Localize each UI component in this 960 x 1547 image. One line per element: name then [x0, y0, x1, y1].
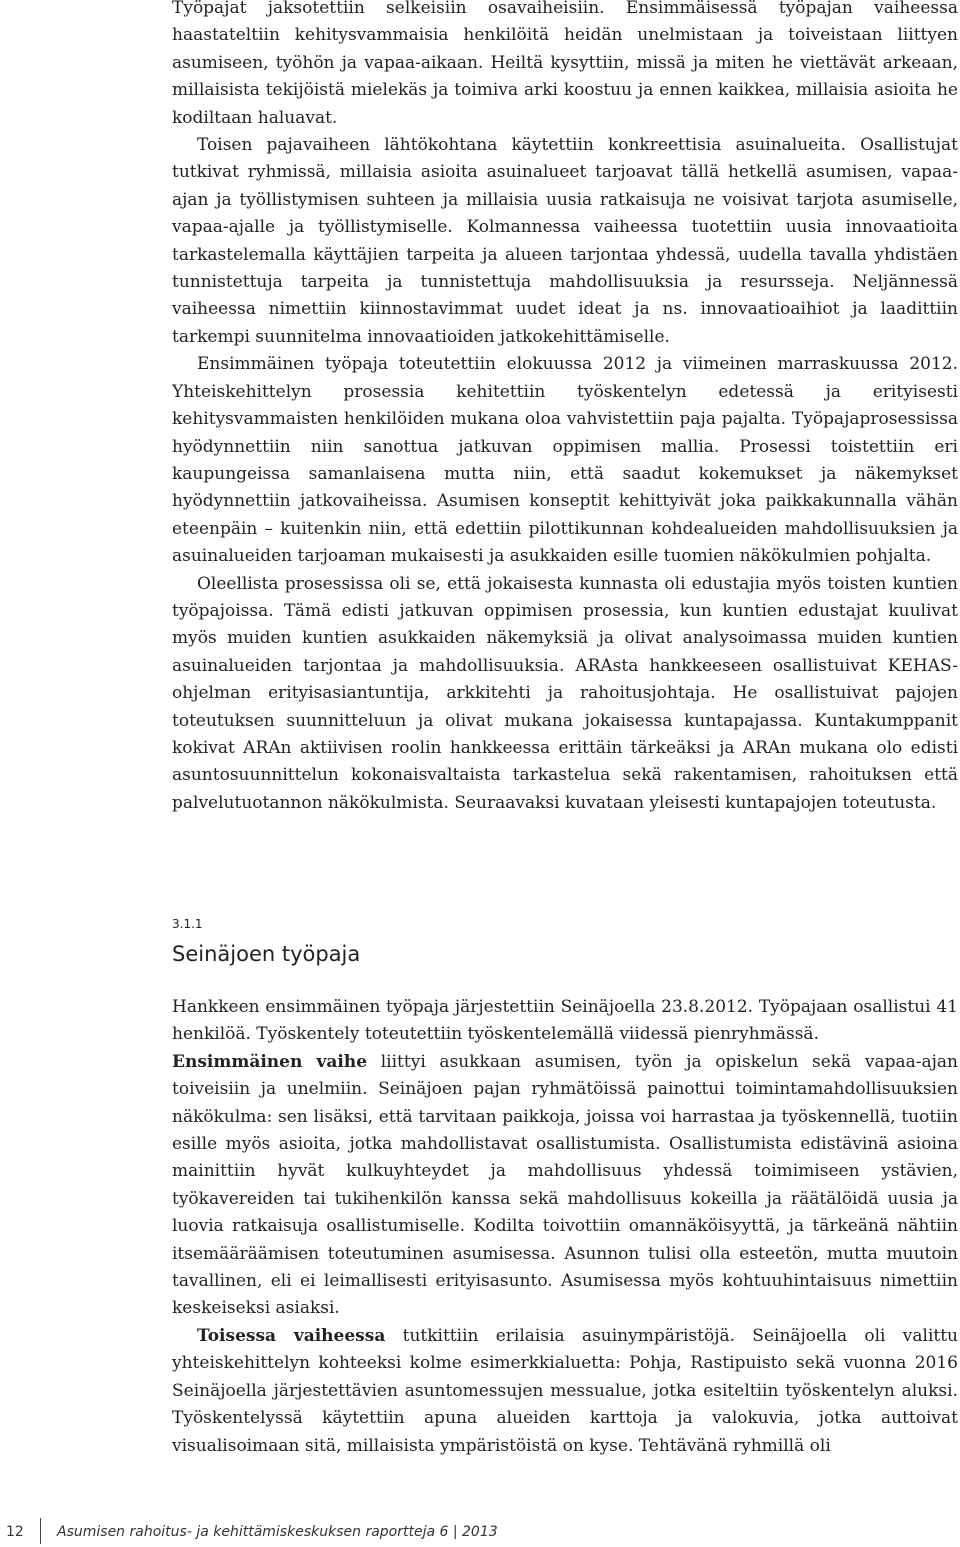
- publication-title: Asumisen rahoitus- ja kehittämiskeskuksen raportteja 6 | 2013: [57, 1524, 498, 1540]
- paragraph: Hankkeen ensimmäinen työpaja järjestettiin Seinäjoella 23.8.2012. Työpajaan osallistui 41 henkilöä. Työskentely toteutettiin työskentelemällä viidessä pienryhmässä.: [172, 997, 958, 1045]
- bold-phrase: Toisessa vaiheessa: [197, 1325, 386, 1346]
- footer-divider: [40, 1518, 41, 1544]
- paragraph-text: liittyi asukkaan asumisen, työn ja opiskelun sekä vapaa-ajan toiveisiin ja unelmiin. Seinäjoen pajan ryhmätöissä painottui toimintamahdollisuuksien näkökulma: sen lisäksi, että tarvitaan paikkoja, joissa voi harrastaa ja työskennellä, tuotiin esille myös asioita, jotka mahdollistavat osallistumista. Osallistumista edistävinä asioina mainittiin hyvät kulkuyhteydet ja mahdollisuus yhdessä toimimiseen ystävien, työkavereiden tai tukihenkilön kanssa sekä mahdollisuus kokeilla ja räätälöidä uusia ja luovia ratkaisuja osallistumiselle. Kodilta toivottiin omannäköisyyttä, ja tärkeänä nähtiin itsemääräämisen toteutuminen asumisessa. Asunnon tulisi olla esteetön, mutta muutoin tavallinen, eli ei leimallisesti erityisasunto. Asumisessa myös kohtuuhintaisuus nimettiin keskeiseksi asiaksi.: [172, 1051, 958, 1319]
- paragraph: [172, 1049, 958, 1323]
- page-number: 12: [6, 1524, 24, 1540]
- paragraph: [172, 1323, 958, 1460]
- page-footer: [0, 1524, 960, 1544]
- paragraph: Ensimmäinen työpaja toteutettiin elokuussa 2012 ja viimeinen marraskuussa 2012. Yhteiskehittelyn prosessia kehitettiin työskentelyn edetessä ja erityisesti kehitysvammaisten henkilöiden mukana oloa vahvistettiin paja pajalta. Työpajaprosessissa hyödynnettiin niin sanottua jatkuvan oppimisen mallia. Prosessi toistettiin eri kaupungeissa samanlaisena mutta niin, että saadut kokemukset ja näkemykset hyödynnettiin jatkovaiheissa. Asumisen konseptit kehittyivät joka paikkakunnalla vähän eteenpäin – kuitenkin niin, että edettiin pilottikunnan kohdealueiden mahdollisuuksien ja asuinalueiden tarjoaman mukaisesti ja asukkaiden esille tuomien näkökulmien pohjalta.: [172, 354, 958, 567]
- section-number: 3.1.1: [172, 917, 203, 931]
- paragraph-text: tutkittiin erilaisia asuinympäristöjä. Seinäjoella oli valittu yhteiskehittelyn kohteeksi kolme esimerkkialuetta: Pohja, Rastipuisto sekä vuonna 2016 Seinäjoella järjestettävien asuntomessujen messualue, jotka esiteltiin työskentelyn aluksi. Työskentelyssä käytettiin apuna alueiden karttoja ja valokuvia, jotka auttoivat visualisoimaan sitä, millaisista ympäristöistä on kyse. Tehtävänä ryhmillä oli: [172, 1325, 958, 1456]
- paragraph: Oleellista prosessissa oli se, että jokaisesta kunnasta oli edustajia myös toisten kuntien työpajoissa. Tämä edisti jatkuvan oppimisen prosessia, kun kuntien edustajat kuulivat myös muiden kuntien asukkaiden näkemyksiä ja olivat analysoimassa muiden kuntien asuinalueiden tarjontaa ja mahdollisuuksia. ARAsta hankkeeseen osallistuivat KEHAS-ohjelman erityisasiantuntija, arkkitehti ja rahoitusjohtaja. He osallistuivat pajojen toteutuksen suunnitteluun ja olivat mukana jokaisessa kuntapajassa. Kuntakumppanit kokivat ARAn aktiivisen roolin hankkeessa erittäin tärkeäksi ja ARAn mukana olo edisti asuntosuunnittelun kokonaisvaltaista tarkastelua sekä rakentamisen, rahoituksen että palvelutuotannon näkökulmista. Seuraavaksi kuvataan yleisesti kuntapajojen toteutusta.: [172, 573, 958, 813]
- body-text-section: [172, 994, 958, 1460]
- paragraph: Työpajat jaksotettiin selkeisiin osavaiheisiin. Ensimmäisessä työpajan vaiheessa haastateltiin kehitysvammaisia henkilöitä heidän unelmistaan ja toiveistaan liittyen asumiseen, työhön ja vapaa-aikaan. Heiltä kysyttiin, missä ja miten he viettävät arkeaan, millaisista tekijöistä mielekäs ja toimiva arki koostuu ja ennen kaikkea, millaisia asioita he kodiltaan haluavat.: [172, 0, 958, 128]
- bold-phrase: Ensimmäinen vaihe: [172, 1051, 368, 1072]
- section-title: Seinäjoen työpaja: [172, 942, 361, 966]
- body-text-top: [172, 0, 958, 817]
- paragraph: Toisen pajavaiheen lähtökohtana käytettiin konkreettisia asuinalueita. Osallistujat tutkivat ryhmissä, millaisia asioita asuinalueet tarjoavat tällä hetkellä asumisen, vapaa-ajan ja työllistymisen suhteen ja millaisia uusia ratkaisuja ne voisivat tarjota asumiselle, vapaa-ajalle ja työllistymiselle. Kolmannessa vaiheessa tuotettiin uusia innovaatioita tarkastelemalla käyttäjien tarpeita ja alueen tarjontaa yhdessä, uudella tavalla yhdistäen tunnistettuja tarpeita ja tunnistettuja mahdollisuuksia ja resursseja. Neljännessä vaiheessa nimettiin kiinnostavimmat uudet ideat ja ns. innovaatioaihiot ja laadittiin tarkempi suunnitelma innovaatioiden jatkokehittämiselle.: [172, 135, 958, 347]
